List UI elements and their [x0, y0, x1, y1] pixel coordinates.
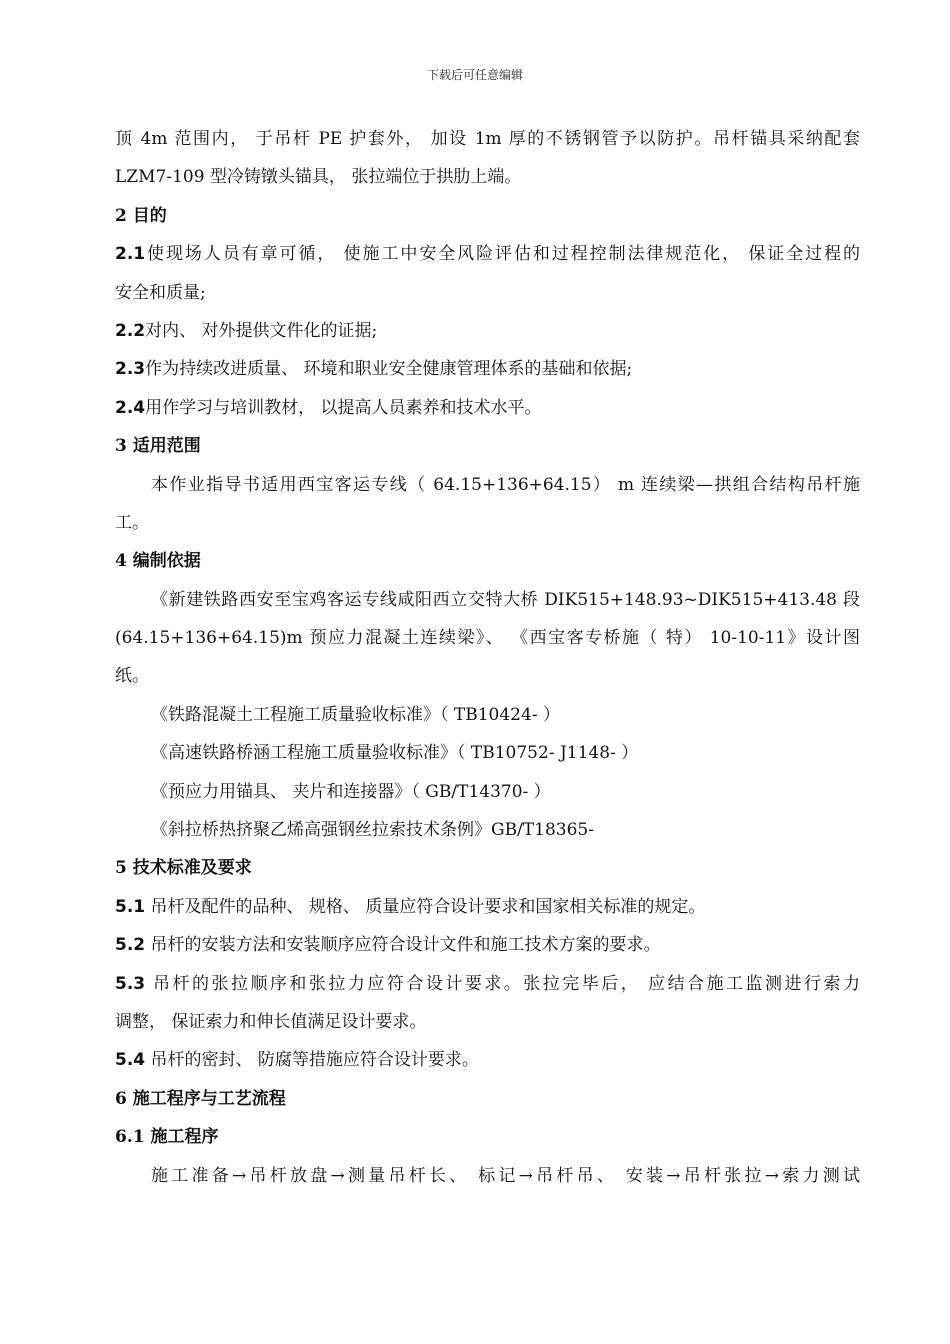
numbered-item — [115, 235, 860, 273]
section-heading: 5 技术标准及要求 — [115, 858, 252, 879]
numbered-item — [115, 888, 860, 926]
section-heading: 6 施工程序与工艺流程 — [115, 1088, 286, 1109]
page-header: 下载后可任意编辑 — [426, 68, 523, 82]
document-body — [115, 120, 860, 1195]
item-number: 2.4 — [115, 397, 146, 418]
item-text: 吊杆的安装方法和安装顺序应符合设计文件和施工技术方案的要求。 — [145, 935, 661, 956]
reference-line: 《铁路混凝土工程施工质量验收标准》（ TB10424- ） — [151, 704, 560, 725]
reference-line: 《高速铁路桥涵工程施工质量验收标准》（ TB10752- J1148- ） — [151, 743, 639, 764]
item-text: 吊杆及配件的品种、 规格、 质量应符合设计要求和国家相关标准的规定。 — [145, 896, 706, 917]
item-text: 吊杆的密封、 防腐等措施应符合设计要求。 — [145, 1050, 479, 1071]
body-line: LZM7-109 型冷铸镦头锚具， 张拉端位于拱肋上端。 — [115, 167, 522, 188]
subsection-heading: 6.1 施工程序 — [115, 1127, 219, 1148]
body-line: 安全和质量; — [115, 282, 206, 303]
numbered-item — [115, 350, 860, 388]
reference-line: 《斜拉桥热挤聚乙烯高强钢丝拉索技术条例》GB/T18365- — [151, 820, 594, 841]
item-number: 2.3 — [115, 359, 146, 380]
section-heading: 3 适用范围 — [115, 436, 201, 457]
item-text: 作为持续改进质量、 环境和职业安全健康管理体系的基础和依据; — [145, 359, 633, 380]
item-number: 5.1 — [115, 896, 146, 917]
numbered-item — [115, 965, 860, 1003]
section-heading: 4 编制依据 — [115, 551, 201, 572]
reference-line: 《预应力用锚具、 夹片和连接器》（ GB/T14370- ） — [151, 781, 551, 802]
process-flow-line: 施工准备→吊杆放盘→测量吊杆长、 标记→吊杆吊、 安装→吊杆张拉→索力测试 — [151, 1165, 860, 1186]
item-text: 用作学习与培训教材， 以提高人员素养和技术水平。 — [145, 397, 542, 418]
body-line: 顶 4m 范围内， 于吊杆 PE 护套外， 加设 1m 厚的不锈钢管予以防护。吊杆锚具采纳配套 — [115, 129, 860, 149]
item-text: 对内、 对外提供文件化的证据; — [145, 320, 378, 341]
item-number: 5.3 — [115, 973, 146, 994]
reference-line: (64.15+136+64.15)m 预应力混凝土连续梁》、 《西宝客专桥施（ 特） 10-10-11》设计图 — [115, 628, 860, 649]
item-number: 5.2 — [115, 935, 146, 956]
reference-line: 纸。 — [115, 666, 149, 687]
body-line: 本作业指导书适用西宝客运专线（ 64.15+136+64.15） m 连续梁—拱组合结构吊杆施 — [151, 474, 860, 495]
numbered-item — [115, 1041, 860, 1079]
item-text: 吊杆的张拉顺序和张拉力应符合设计要求。张拉完毕后， 应结合施工监测进行索力 — [145, 973, 860, 994]
item-number: 2.2 — [115, 320, 146, 341]
reference-line: 《新建铁路西安至宝鸡客运专线咸阳西立交特大桥 DIK515+148.93~DIK515+413.48 段 — [151, 589, 860, 610]
numbered-item — [115, 389, 860, 427]
section-heading: 2 目的 — [115, 205, 167, 226]
item-number: 5.4 — [115, 1050, 146, 1071]
body-line: 调整， 保证索力和伸长值满足设计要求。 — [115, 1011, 427, 1032]
numbered-item — [115, 926, 860, 964]
numbered-item — [115, 312, 860, 350]
body-line: 工。 — [115, 512, 149, 533]
item-text: 使现场人员有章可循， 使施工中安全风险评估和过程控制法律规范化， 保证全过程的 — [145, 244, 860, 265]
item-number: 2.1 — [115, 244, 146, 265]
